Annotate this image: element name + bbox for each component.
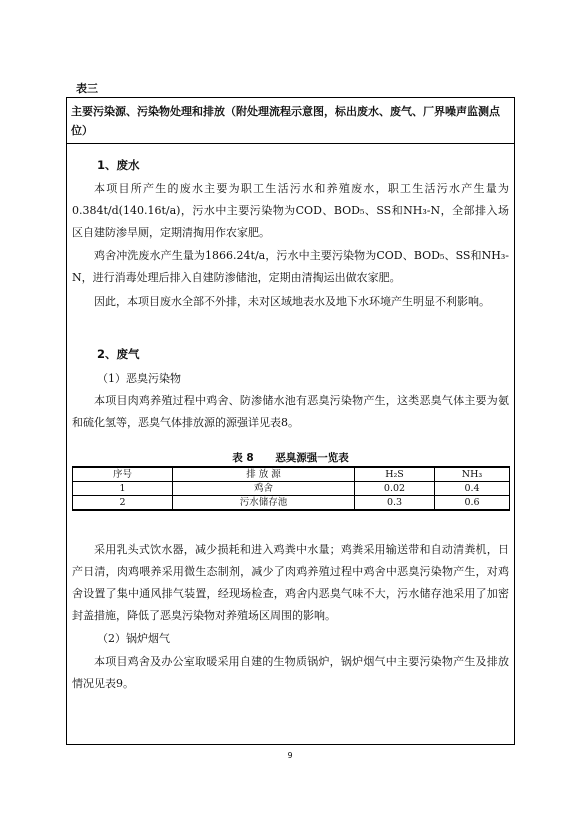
table-title: 恶臭源强一览表	[275, 452, 349, 464]
cell-source: 鸡舍	[173, 482, 355, 496]
wastewater-paragraph-3: 因此，本项目废水全部不外排，未对区域地表水及地下水环境产生明显不利影响。	[94, 295, 490, 308]
table-row	[73, 482, 510, 496]
subheading-boiler: （2）锅炉烟气	[97, 632, 170, 645]
cell-index: 1	[73, 482, 173, 496]
gas-paragraph-1: 本项目肉鸡养殖过程中鸡舍、防渗储水池有恶臭污染物产生，这类恶臭气体主要为氨和硫化氢等，恶臭气体排放源的源强详见表8。	[72, 394, 509, 429]
cell-nh3: 0.6	[435, 496, 510, 511]
cell-h2s: 0.3	[355, 496, 435, 511]
gas-paragraph-3: 本项目鸡舍及办公室取暖采用自建的生物质锅炉，锅炉烟气中主要污染物产生及排放情况见表9。	[72, 655, 509, 690]
cell-h2s: 0.02	[355, 482, 435, 496]
table-header-row	[73, 467, 510, 482]
table-row	[73, 496, 510, 511]
cell-nh3: 0.4	[435, 482, 510, 496]
heading-wastewater: 1、废水	[97, 158, 140, 172]
gas-paragraph-2: 采用乳头式饮水器，减少损耗和进入鸡粪中水量；鸡粪采用输送带和自动清粪机，日产日清，肉鸡喂养采用微生态制剂，减少了肉鸡养殖过程中鸡舍中恶臭污染物产生，对鸡舍设置了集中通风排气装置，经现场检查，鸡舍内恶臭气味不大，污水储存池采用了加密封盖措施，降低了恶臭污染物对养殖场区周围的影响。	[72, 543, 509, 622]
col-header-index: 序号	[73, 467, 173, 482]
subheading-odor: （1）恶臭污染物	[97, 372, 181, 385]
table-caption	[67, 450, 514, 465]
wastewater-paragraph-2: 鸡舍冲洗废水产生量为1866.24t/a，污水中主要污染物为COD、BOD₅、SS和NH₃-N，进行消毒处理后排入自建防渗储池，定期由清掏运出做农家肥。	[72, 249, 509, 284]
col-header-source: 排 放 源	[173, 467, 355, 482]
heading-gas: 2、废气	[97, 347, 140, 361]
col-header-nh3: NH₃	[435, 467, 510, 482]
wastewater-paragraph-1: 本项目所产生的废水主要为职工生活污水和养殖废水，职工生活污水产生量为0.384t/d(140.16t/a)，污水中主要污染物为COD、BOD₅、SS和NH₃-N，全部排入场区自建防渗旱厕，定期清掏用作农家肥。	[72, 182, 509, 239]
col-header-h2s: H₂S	[355, 467, 435, 482]
page-number: 9	[287, 751, 293, 760]
cell-index: 2	[73, 496, 173, 511]
table-number: 表 8	[232, 452, 254, 464]
section-header: 主要污染源、污染物处理和排放（附处理流程示意图，标出废水、废气、厂界噪声监测点位）	[67, 98, 514, 144]
odor-source-table	[72, 466, 510, 511]
table-label: 表三	[76, 82, 98, 95]
content-frame	[66, 97, 515, 745]
cell-source: 污水储存池	[173, 496, 355, 511]
